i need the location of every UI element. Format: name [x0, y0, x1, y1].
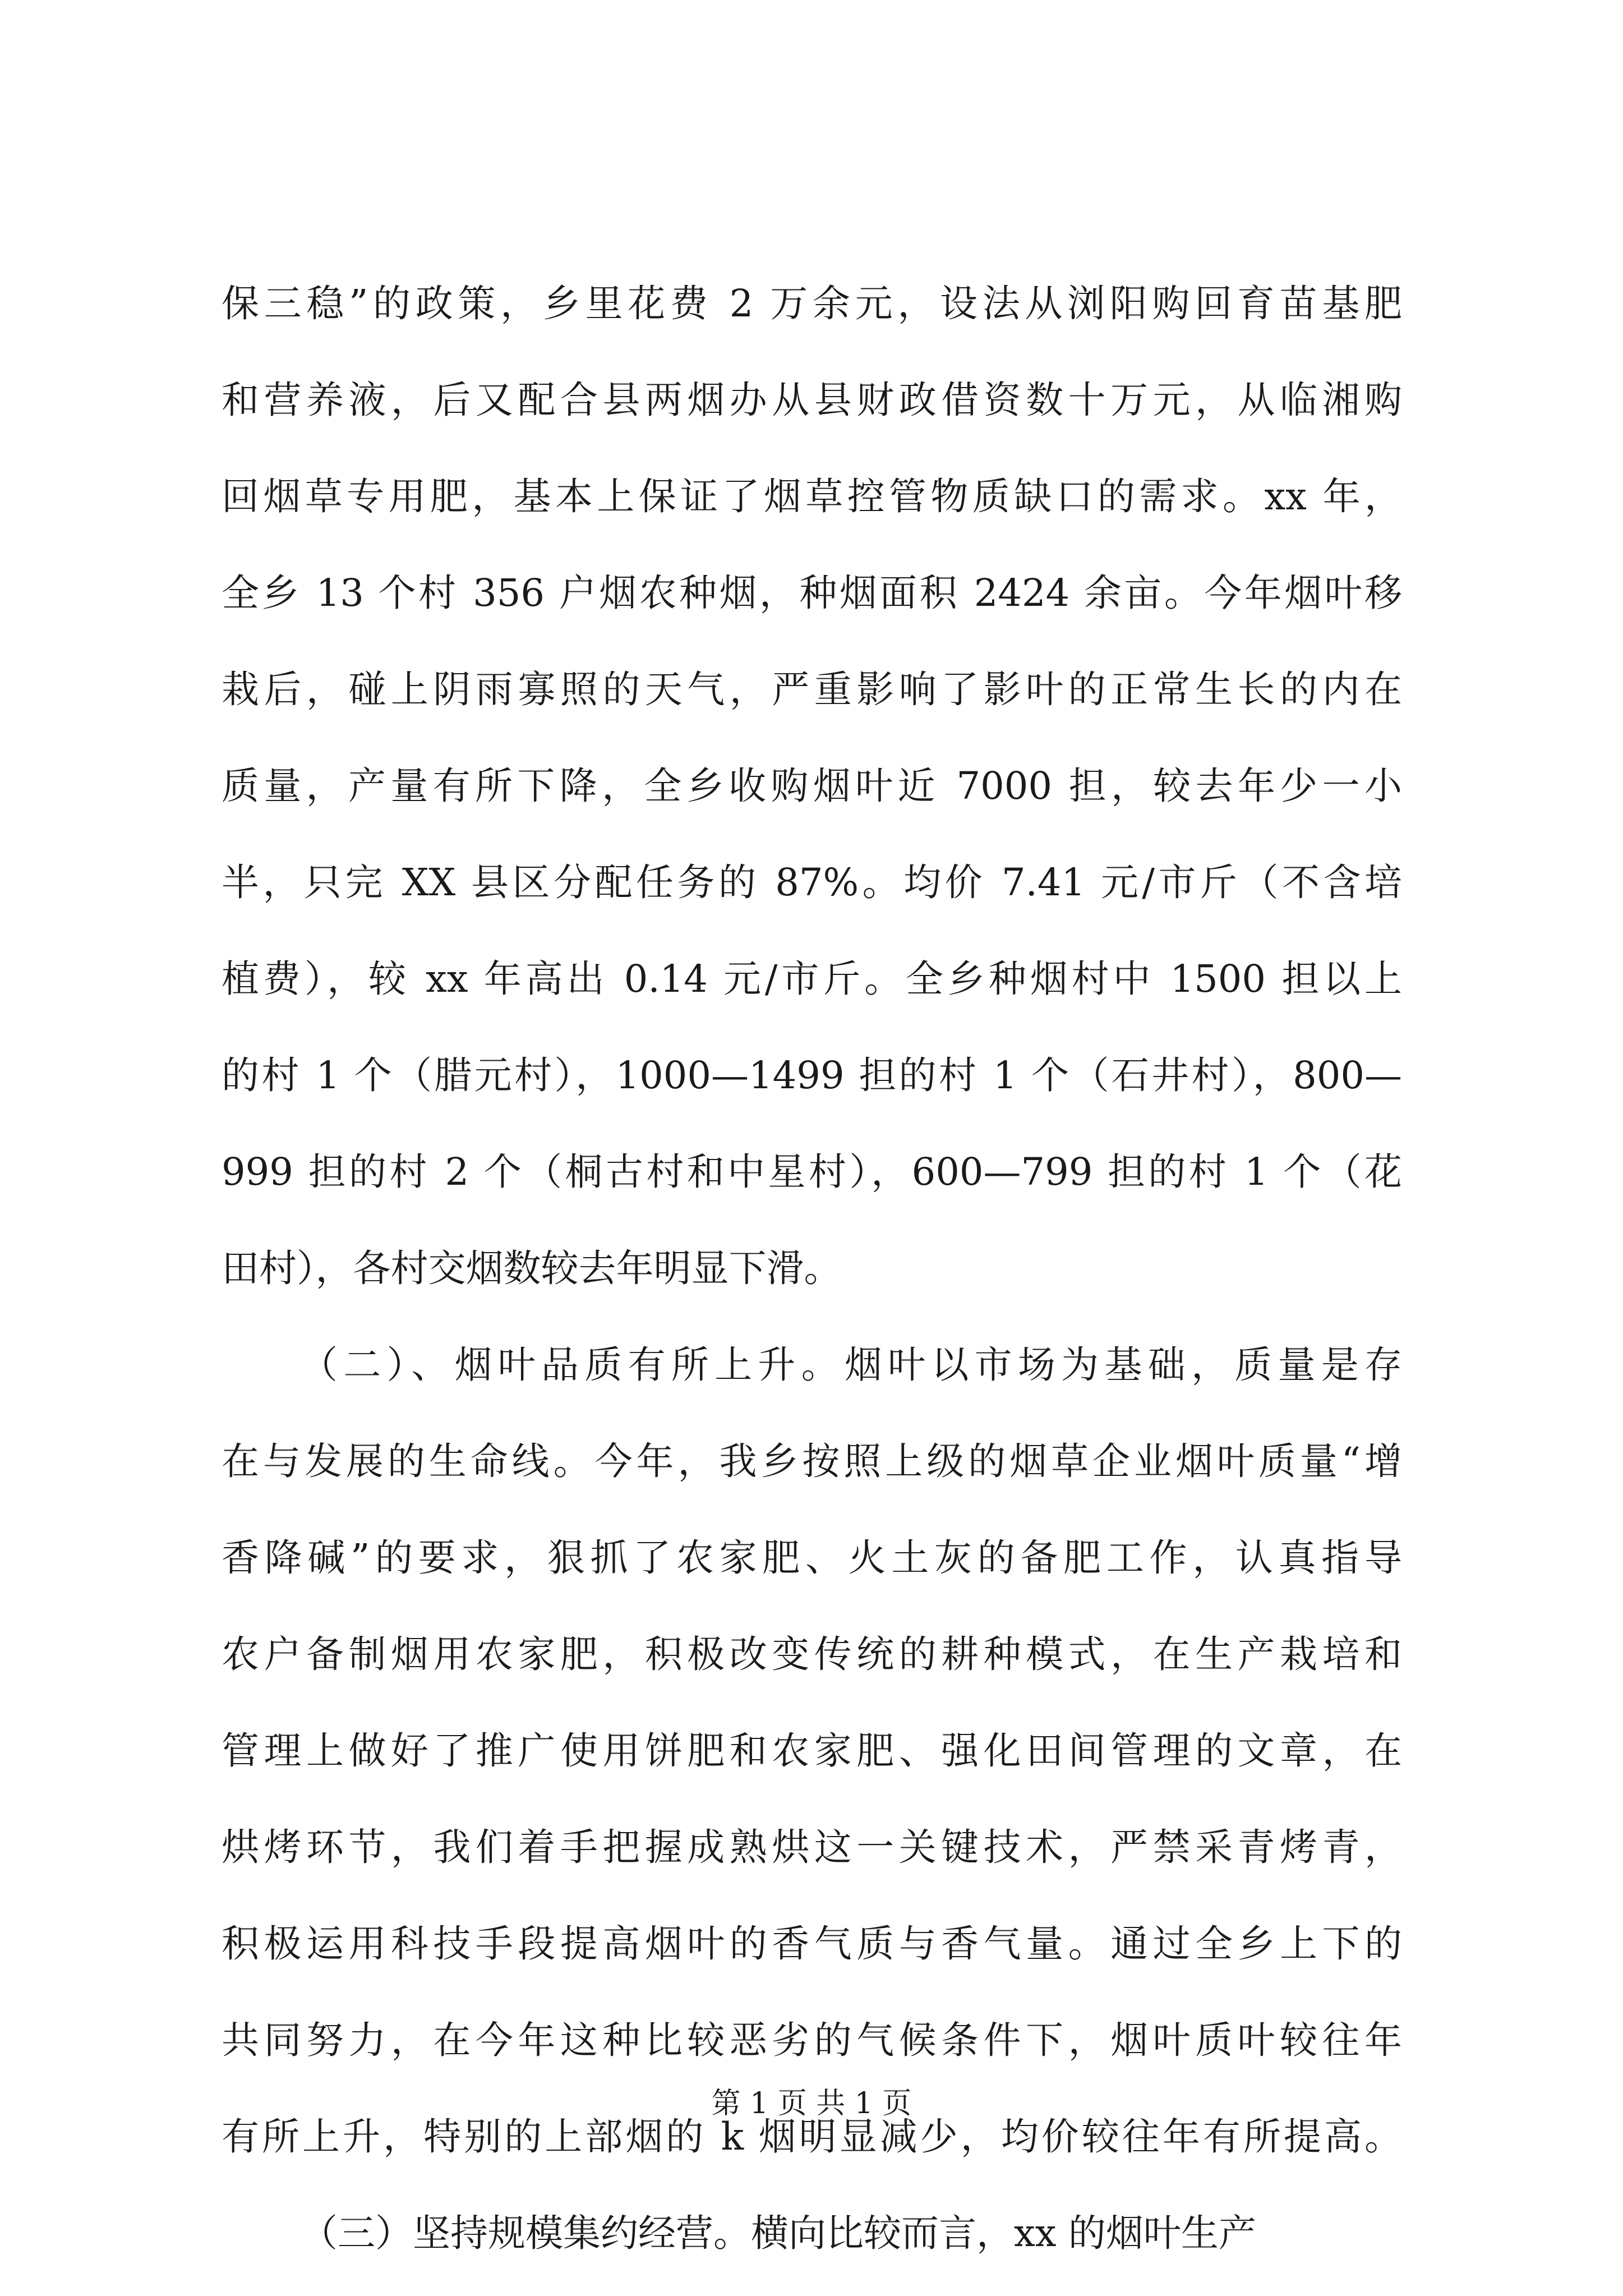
document-body: [222, 255, 1402, 2281]
text-line: 回烟草专用肥，基本上保证了烟草控管物质缺口的需求。xx 年，: [222, 475, 1402, 518]
text-line: 有所上升，特别的上部烟的 k 烟明显减少，均价较往年有所提高。: [222, 2115, 1402, 2159]
text-line: 的村 1 个（腊元村），1000—1499 担的村 1 个（石井村），800—: [222, 1053, 1402, 1097]
text-line: 共同努力，在今年这种比较恶劣的气候条件下，烟叶质叶较往年: [222, 2018, 1402, 2062]
text-line: 999 担的村 2 个（桐古村和中星村），600—799 担的村 1 个（花: [222, 1150, 1402, 1194]
text-line: 烘烤环节，我们着手把握成熟烘这一关键技术，严禁采青烤青，: [222, 1825, 1402, 1869]
text-line: 田村），各村交烟数较去年明显下滑。: [222, 1246, 842, 1290]
text-line: 积极运用科技手段提高烟叶的香气质与香气量。通过全乡上下的: [222, 1922, 1402, 1966]
text-line: 保三稳”的政策，乡里花费 2 万余元，设法从浏阳购回育苗基肥: [222, 282, 1402, 325]
text-line: 管理上做好了推广使用饼肥和农家肥、强化田间管理的文章，在: [222, 1729, 1402, 1773]
paragraph-start-line: （二）、烟叶品质有所上升。烟叶以市场为基础，质量是存: [300, 1343, 1402, 1387]
text-line: 半，只完 XX 县区分配任务的 87%。均价 7.41 元/市斤（不含培: [222, 861, 1402, 904]
text-line: 农户备制烟用农家肥，积极改变传统的耕种模式，在生产栽培和: [222, 1632, 1402, 1676]
text-line: 全乡 13 个村 356 户烟农种烟，种烟面积 2424 余亩。今年烟叶移: [222, 571, 1402, 615]
text-line: 植费），较 xx 年高出 0.14 元/市斤。全乡种烟村中 1500 担以上: [222, 957, 1402, 1001]
paragraph-start-line: （三）坚持规模集约经营。横向比较而言，xx 的烟叶生产: [300, 2211, 1256, 2255]
text-line: 香降碱”的要求，狠抓了农家肥、火土灰的备肥工作，认真指导: [222, 1536, 1402, 1580]
text-line: 在与发展的生命线。今年，我乡按照上级的烟草企业烟叶质量“增: [222, 1439, 1402, 1483]
text-line: 栽后，碰上阴雨寡照的天气，严重影响了影叶的正常生长的内在: [222, 668, 1402, 711]
page-number-footer: 第 1 页 共 1 页: [711, 2087, 912, 2120]
text-line: 质量，产量有所下降，全乡收购烟叶近 7000 担，较去年少一小: [222, 764, 1402, 808]
text-line: 和营养液，后又配合县两烟办从县财政借资数十万元，从临湘购: [222, 378, 1402, 422]
